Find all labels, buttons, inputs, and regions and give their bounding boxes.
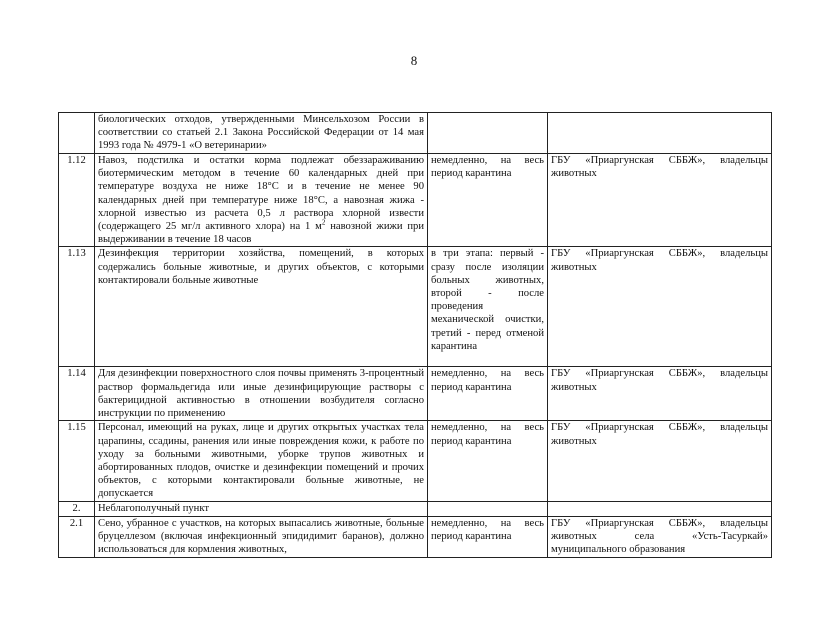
measure-text: Неблагополучный пункт xyxy=(95,502,428,516)
term-text xyxy=(428,502,548,516)
table-row xyxy=(59,154,772,247)
table-row xyxy=(59,247,772,367)
table-row xyxy=(59,367,772,421)
row-number: 1.14 xyxy=(59,367,95,421)
responsible-text: ГБУ «Приаргунская СББЖ», владельцы животных xyxy=(548,421,772,502)
measure-text: Персонал, имеющий на руках, лице и других открытых участках тела царапины, ссадины, ранения или иные повреждения кожи, к работе по уходу за больными животными, уборке трупов животных и абортированных плодов, очистке и дезинфекции помещений и прочих объектов, с которыми контактировали больные животные, не допускается xyxy=(95,421,428,502)
responsible-text: ГБУ «Приаргунская СББЖ», владельцы животных xyxy=(548,367,772,421)
measure-text: Дезинфекция территории хозяйства, помещений, в которых содержались больные животные, и других объектов, с которыми контактировали больные животные xyxy=(95,247,428,367)
measure-text: биологических отходов, утвержденными Минсельхозом России в соответствии со статьей 2.1 Закона Российской Федерации от 14 мая 1993 года № 4979-1 «О ветеринарии» xyxy=(95,113,428,154)
term-text: немедленно, на весь период карантина xyxy=(428,421,548,502)
measure-text-part: навозной жижи при выдерживании в течение 18 часов xyxy=(98,221,424,246)
measure-text xyxy=(95,154,428,247)
measure-text: Сено, убранное с участков, на которых выпасались животные, больные бруцеллезом (включая инфекционный эпидидимит баранов), должно использоваться для кормления животных, xyxy=(95,516,428,557)
term-text: немедленно, на весь период карантина xyxy=(428,154,548,247)
row-number: 1.13 xyxy=(59,247,95,367)
row-number: 2. xyxy=(59,502,95,516)
table-row xyxy=(59,516,772,557)
superscript: 2 xyxy=(321,218,326,227)
measure-text: Для дезинфекции поверхностного слоя почвы применять 3-процентный раствор формальдегида или иные дезинфицирующие растворы с бактерицидной активностью в отношении возбудителя согласно инструкции по применению xyxy=(95,367,428,421)
responsible-text: ГБУ «Приаргунская СББЖ», владельцы животных xyxy=(548,247,772,367)
page-number: 8 xyxy=(410,53,418,68)
table-row xyxy=(59,113,772,154)
responsible-text: ГБУ «Приаргунская СББЖ», владельцы животных xyxy=(548,154,772,247)
table-row xyxy=(59,502,772,516)
responsible-text xyxy=(548,502,772,516)
responsible-text xyxy=(548,113,772,154)
measures-table xyxy=(58,112,772,558)
row-number xyxy=(59,113,95,154)
term-text: в три этапа: первый - сразу после изоляции больных животных, второй - после проведения механической очистки, третий - перед отменой карантина xyxy=(428,247,548,367)
row-number: 2.1 xyxy=(59,516,95,557)
table-row xyxy=(59,421,772,502)
measure-text-part: Навоз, подстилка и остатки корма подлежат обеззараживанию биотермическим методом в течение 60 календарных дней при температуре воздуха не ниже 18°С и в течение не менее 90 календарных дней при температуре ниже 18°С, а навозная жижа - хлорной известью из расчета 0,5 л раствора хлорной извести (содержащего 25 мг/л активного хлора) на 1 м xyxy=(98,155,424,233)
term-text xyxy=(428,113,548,154)
term-text: немедленно, на весь период карантина xyxy=(428,516,548,557)
row-number: 1.15 xyxy=(59,421,95,502)
term-text: немедленно, на весь период карантина xyxy=(428,367,548,421)
row-number: 1.12 xyxy=(59,154,95,247)
responsible-text: ГБУ «Приаргунская СББЖ», владельцы животных села «Усть-Тасуркай» муниципального образования xyxy=(548,516,772,557)
